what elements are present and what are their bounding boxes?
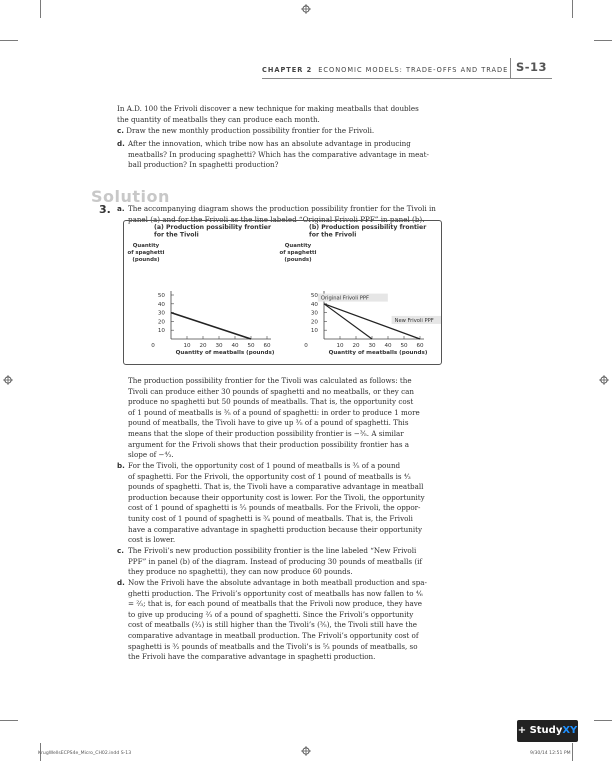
text-line: cost is lower. [128, 535, 176, 545]
registration-mark-icon [3, 375, 13, 385]
text-line: cost of 1 pound of spaghetti is ⁵⁄₃ pounds of meatballs. For the Frivoli, the oppor- [128, 503, 421, 513]
text-line: the quantity of meatballs they can produce each month. [117, 114, 320, 124]
text-line: meatballs? In producing spaghetti? Which has the comparative advantage in meat- [128, 149, 429, 159]
x-tick-label: 20 [352, 343, 360, 349]
text-line: ball production? In spaghetti production? [128, 160, 279, 170]
plus-icon: + [517, 725, 527, 736]
text-line: to give up producing ²⁄₃ of a pound of spaghetti. Since the Frivoli’s opportunity [128, 609, 414, 619]
text-line: spaghetti is ³⁄₂ pounds of meatballs and the Tivoli’s is ⁵⁄₃ pounds of meatballs, so [128, 641, 418, 651]
x-tick-label: 10 [336, 343, 344, 349]
page-number: S-13 [516, 60, 548, 74]
text-line: the Frivoli have the comparative advantage in spaghetti production. [128, 652, 376, 662]
text-line: argument for the Frivoli shows that their production possibility frontier has a [128, 439, 410, 449]
y-tick-label: 40 [157, 301, 165, 308]
x-tick-label: 60 [263, 343, 271, 349]
text-line: For the Tivoli, the opportunity cost of 1 pound of meatballs is ³⁄₅ of a pound [128, 461, 401, 470]
series-label: New Frivoli PPF [394, 317, 434, 324]
chapter-title: ECONOMIC MODELS: TRADE-OFFS AND TRADE [318, 66, 509, 74]
text-line: The production possibility frontier for the Tivoli was calculated as follows: the [128, 376, 412, 385]
text-line: PPF” in panel (b) of the diagram. Instead of producing 30 pounds of meatballs (if [128, 556, 423, 566]
y-tick-label: 20 [310, 319, 318, 326]
item-label: a. [117, 204, 125, 213]
text-line: production because their opportunity cost is lower. For the Tivoli, the opportunity [128, 492, 425, 502]
item-label: c. [117, 126, 124, 135]
text-line: The accompanying diagram shows the production possibility frontier for the Tivoli in [128, 204, 436, 213]
y-axis-label: Quantity [284, 243, 312, 249]
crop-mark [594, 40, 612, 41]
x-tick-label: 30 [215, 343, 223, 349]
text-line: After the innovation, which tribe now has an absolute advantage in producing [128, 139, 411, 148]
text-line: they produce no spaghetti), they can now produce 60 pounds. [128, 567, 353, 577]
header-rule [262, 78, 552, 79]
x-tick-label: 20 [199, 343, 207, 349]
y-tick-label: 20 [157, 319, 165, 326]
answer-a-body [128, 376, 420, 461]
origin-label: 0 [304, 343, 308, 349]
x-tick-label: 60 [416, 343, 424, 349]
logo-xy: XY [562, 725, 578, 736]
y-tick-label: 30 [157, 310, 165, 317]
text-line: of spaghetti. For the Frivoli, the opportunity cost of 1 pound of meatballs is ⁴⁄₃ [128, 471, 411, 481]
text-line: pounds of spaghetti. That is, the Tivoli have a comparative advantage in meatball [128, 482, 424, 492]
y-tick-label: 50 [157, 293, 165, 299]
crop-mark [594, 720, 612, 721]
text-line: tunity cost of 1 pound of spaghetti is ³⁄₄ pound of meatballs. That is, the Frivoli [128, 513, 413, 523]
panel-title: (a) Production possibility frontier [154, 224, 272, 231]
item-label: b. [117, 461, 125, 470]
ppf-line [324, 304, 372, 339]
answer-d [117, 578, 427, 663]
text-line: In A.D. 100 the Frivoli discover a new technique for making meatballs that doubles [117, 104, 419, 113]
panel-title: (b) Production possibility frontier [309, 224, 427, 231]
registration-mark-icon [599, 375, 609, 385]
x-axis-label: Quantity of meatballs (pounds) [175, 350, 275, 356]
intro-paragraph [117, 104, 419, 125]
y-tick-label: 10 [310, 328, 318, 335]
ppf-line [171, 313, 251, 339]
crop-mark [572, 0, 573, 18]
text-line: comparative advantage in meatball production. The Frivoli’s opportunity cost of [128, 630, 419, 640]
x-axis-label: Quantity of meatballs (pounds) [328, 350, 428, 356]
solution-watermark: Solution [91, 187, 170, 206]
y-tick-label: 30 [310, 310, 318, 317]
crop-mark [0, 720, 18, 721]
y-axis-label: of spaghetti [279, 250, 317, 256]
running-header [262, 66, 508, 74]
crop-mark [0, 40, 18, 41]
chapter-label: CHAPTER 2 [262, 66, 313, 74]
text-line: cost of meatballs (²⁄₃) is still higher than the Tivoli’s (³⁄₅), the Tivoli still have the [128, 620, 418, 630]
question-number: 3. [99, 203, 111, 216]
crop-mark [40, 0, 41, 18]
text-line: slope of −⁴⁄₃. [128, 450, 174, 460]
answer-c [117, 546, 422, 578]
footer-timestamp: 9/30/14 12:51 PM [530, 751, 571, 756]
item-label: d. [117, 139, 125, 148]
text-line: of 1 pound of meatballs is ³⁄₅ of a pound of spaghetti: in order to produce 1 more [128, 407, 420, 417]
origin-label: 0 [151, 343, 155, 349]
x-tick-label: 10 [183, 343, 191, 349]
footer-file-info: KrugWellsECPS4e_Micro_CH02.indd S-13 [38, 751, 132, 756]
question-d [117, 139, 429, 171]
logo-study: Study [529, 725, 563, 736]
text-line: Now the Frivoli have the absolute advantage in both meatball production and spa- [128, 578, 427, 587]
text-line: ghetti production. The Frivoli’s opportunity cost of meatballs has now fallen to ⁴⁄₆ [128, 588, 423, 598]
y-axis-label: (pounds) [132, 257, 160, 263]
item-label: c. [117, 546, 124, 555]
x-tick-label: 50 [400, 343, 408, 349]
crop-mark [572, 743, 573, 761]
text-line: Tivoli can produce either 30 pounds of spaghetti and no meatballs, or they can [128, 386, 414, 396]
y-axis-label: of spaghetti [127, 250, 165, 256]
text-line: pound of meatballs, the Tivoli have to give up ³⁄₅ of a pound of spaghetti. This [128, 418, 409, 428]
panel-title: for the Tivoli [154, 231, 199, 239]
y-axis-label: (pounds) [284, 257, 312, 263]
x-tick-label: 40 [384, 343, 392, 349]
item-label: d. [117, 578, 125, 587]
text-line: have a comparative advantage in spaghetti production because their opportunity [128, 524, 423, 534]
y-tick-label: 40 [310, 301, 318, 308]
ppf-figure [123, 220, 442, 365]
registration-mark-icon [301, 746, 311, 756]
y-tick-label: 50 [310, 293, 318, 299]
ppf-chart [124, 221, 441, 364]
registration-mark-icon [301, 4, 311, 14]
text-line: The Frivoli’s new production possibility frontier is the line labeled “New Frivoli [128, 546, 417, 555]
text-line: = ²⁄₃; that is, for each pound of meatballs that the Frivoli now produce, they have [128, 599, 423, 609]
series-label: Original Frivoli PPF [320, 295, 369, 302]
question-c [117, 126, 374, 137]
text-line: produce no spaghetti but 50 pounds of meatballs. That is, the opportunity cost [128, 397, 414, 407]
panel-title: for the Frivoli [309, 231, 357, 239]
text-line: panel (a) and for the Frivoli as the line labeled “Original Frivoli PPF” in panel (b). [128, 214, 425, 224]
header-rule-vertical [510, 58, 511, 78]
y-axis-label: Quantity [132, 243, 160, 249]
x-tick-label: 50 [247, 343, 255, 349]
x-tick-label: 40 [231, 343, 239, 349]
x-tick-label: 30 [368, 343, 376, 349]
y-tick-label: 10 [157, 328, 165, 335]
answer-b [117, 461, 425, 546]
studyxy-logo [517, 720, 578, 742]
text-line: Draw the new monthly production possibility frontier for the Frivoli. [126, 126, 375, 135]
text-line: means that the slope of their production possibility frontier is −³⁄₅. A similar [128, 428, 404, 438]
